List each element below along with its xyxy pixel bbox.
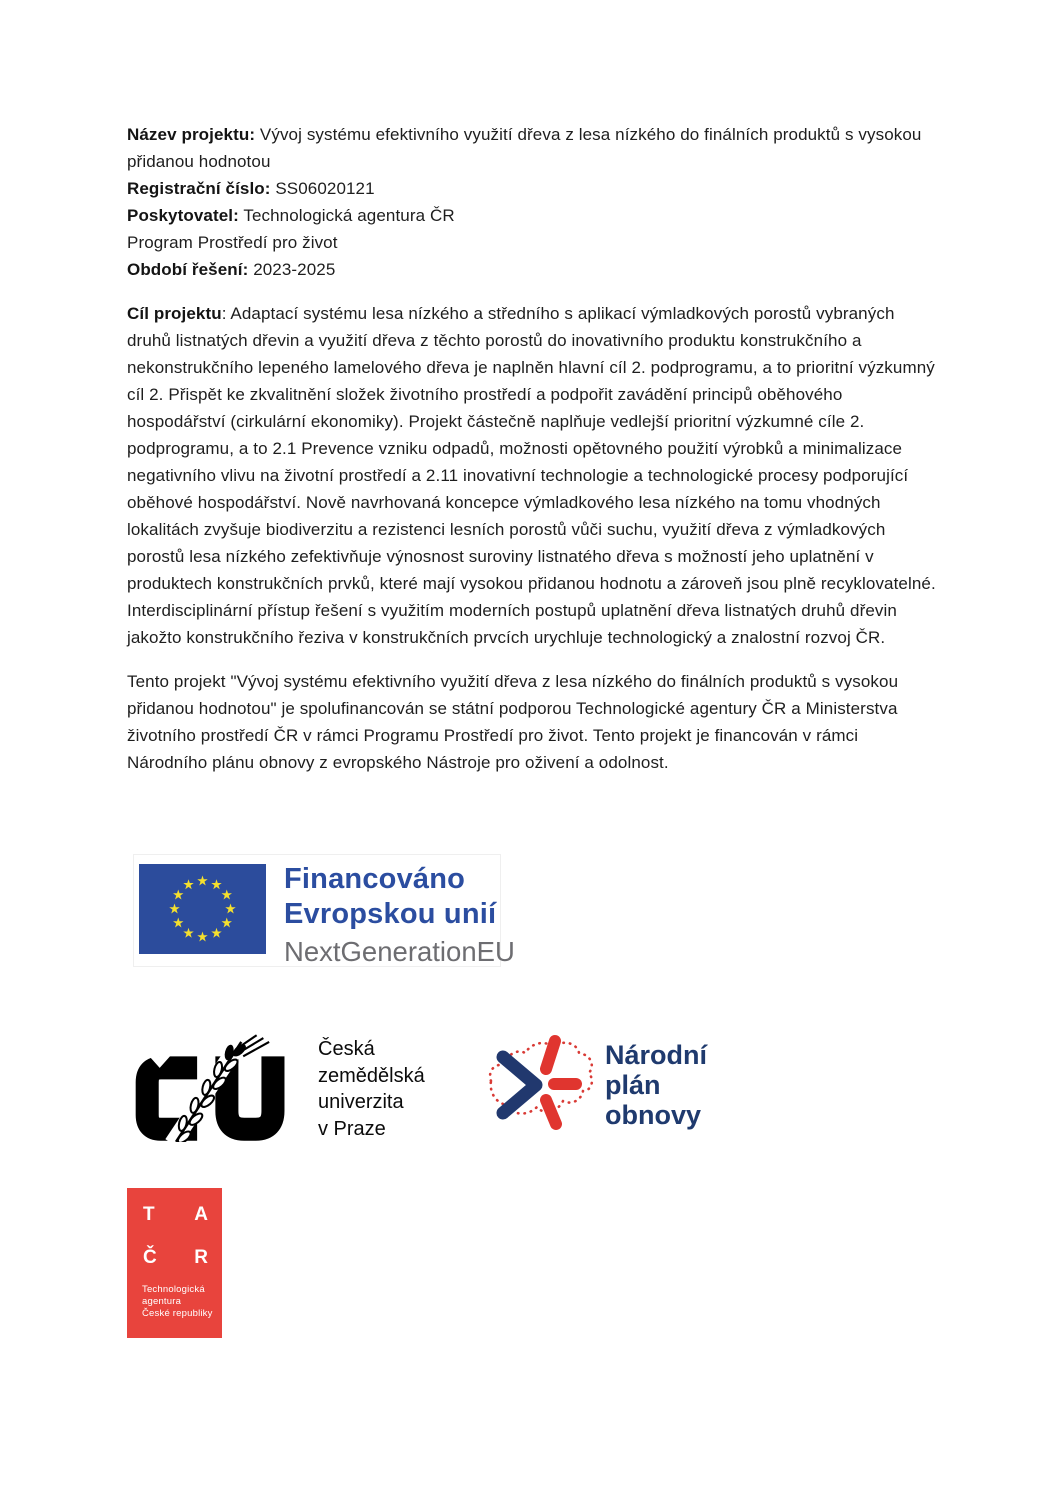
npo-text-line3: obnovy xyxy=(605,1100,702,1130)
tacr-letter-c: Č xyxy=(143,1247,157,1268)
eu-funding-logo xyxy=(133,854,515,967)
funding-paragraph xyxy=(127,668,939,776)
npo-logo-text xyxy=(605,1040,707,1130)
provider-label: Poskytovatel: xyxy=(127,206,239,225)
program-value: Program Prostředí pro život xyxy=(127,233,338,252)
funding-text: Tento projekt "Vývoj systému efektivního využití dřeva z lesa nízkého do finálních produktů s vysokou přidanou hodnotou" je spolufinancován se státní podporou Technologické agentury ČR a Ministerstva životního prostředí ČR v rámci Programu Prostředí pro život. Tento projekt je financován v rámci Národního plánu obnovy z evropského Nástroje pro oživení a odolnost. xyxy=(127,672,899,772)
document-body xyxy=(127,121,939,776)
project-name-value: Vývoj systému efektivního využití dřeva z lesa nízkého do finálních produktů s vysokou přidanou hodnotou xyxy=(127,125,922,171)
tacr-letter-t: T xyxy=(143,1204,155,1225)
reg-number-label: Registrační číslo: xyxy=(127,179,271,198)
goal-paragraph xyxy=(127,300,939,651)
tacr-letters-row1 xyxy=(127,1188,222,1224)
tacr-letter-a: A xyxy=(194,1204,208,1225)
eu-logo-line2: Evropskou unií xyxy=(284,898,497,930)
period-label: Období řešení: xyxy=(127,260,249,279)
meta-line-reg-number xyxy=(127,175,939,202)
meta-line-project-name xyxy=(127,121,939,175)
eu-logo-line3: NextGenerationEU xyxy=(284,936,515,967)
provider-value: Technologická agentura ČR xyxy=(243,206,455,225)
goal-label: Cíl projektu xyxy=(127,304,222,323)
czu-logo-text xyxy=(318,1036,425,1142)
goal-text: : Adaptací systému lesa nízkého a středního s aplikací výmladkových porostů vybraných druhů listnatých dřevin a využití dřeva z těchto porostů do inovativního produktu konstrukčního a nekonstrukčního lepeného lamelového dřeva je naplněn hlavní cíl 2. podprogramu, a to prioritní výzkumný cíl 2. Přispět ke zkvalitnění složek životního prostředí a podpořit zavádění principů oběhového hospodářství (cirkulární ekonomiky). Projekt částečně naplňuje vedlejší prioritní výzkumné cíle 2. podprogramu, a to 2.1 Prevence vzniku odpadů, možnosti opětovného použití výrobků a minimalizace negativního vlivu na životní prostředí a 2.11 inovativní technologie a technologické procesy podporující oběhové hospodářství. Nově navrhovaná koncepce výmladkového lesa nízkého na tomu vhodných lokalitách zvyšuje biodiverzitu a rezistenci lesních porostů vůči suchu, využití dřeva z výmladkových porostů lesa nízkého zefektivňuje výnosnost suroviny listnatého dřeva s možností jeho uplatnění v produktech konstrukčních prvků, které mají vysokou přidanou hodnotu a zároveň jsou plně recyklovatelné. Interdisciplinární přístup řešení s využitím moderních postupů uplatnění dřeva listnatých druhů dřevin jakožto konstrukčního řeziva v konstrukčních prvcích urychluje technologický a znalostní rozvoj ČR. xyxy=(127,304,936,647)
czu-text-line1: Česká xyxy=(318,1038,375,1060)
project-name-label: Název projektu: xyxy=(127,125,256,144)
npo-symbol-icon xyxy=(483,1027,598,1137)
tacr-caption-line3: České republiky xyxy=(142,1308,213,1319)
npo-text-line1: Národní xyxy=(605,1040,708,1070)
tacr-letter-r: R xyxy=(194,1247,208,1268)
czu-text-line4: v Praze xyxy=(318,1117,386,1140)
meta-line-program xyxy=(127,229,939,256)
eu-logo-line1: Financováno xyxy=(284,863,466,895)
meta-line-provider xyxy=(127,202,939,229)
tacr-letters-row2 xyxy=(127,1224,222,1267)
czu-symbol-icon xyxy=(128,1034,296,1142)
tacr-caption-line1: Technologická xyxy=(142,1284,205,1295)
period-value: 2023-2025 xyxy=(253,260,336,279)
czu-text-line3: univerzita xyxy=(318,1091,404,1113)
tacr-caption xyxy=(127,1284,222,1320)
reg-number-value: SS06020121 xyxy=(275,179,375,198)
eu-logo-text xyxy=(284,862,515,969)
tacr-caption-line2: agentura xyxy=(142,1296,182,1307)
npo-text-line2: plán xyxy=(605,1070,661,1100)
czu-text-line2: zemědělská xyxy=(318,1064,425,1087)
meta-line-period xyxy=(127,256,939,283)
tacr-logo xyxy=(127,1188,222,1338)
eu-flag-icon xyxy=(139,864,266,954)
